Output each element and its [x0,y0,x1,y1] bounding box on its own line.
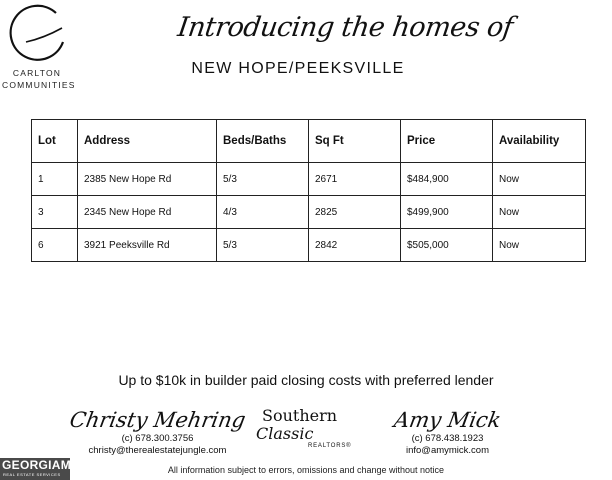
cell-price: $505,000 [401,229,493,262]
script-heading: Introducing the homes of [175,12,515,43]
header-price: Price [401,120,493,163]
agent-amy [385,407,510,457]
southern-classic-logo [256,406,354,451]
cell-sq-ft: 2825 [309,196,401,229]
cell-price: $499,900 [401,196,493,229]
mls-name: GEORGIAMLS [2,458,88,472]
logo-text-line2: COMMUNITIES [2,80,76,90]
mls-tagline: REAL ESTATE SERVICES [3,472,61,477]
closing-cost-offer: Up to $10k in builder paid closing costs with preferred lender [118,372,494,388]
agent-signature: Amy Mick [392,408,503,432]
cell-price: $484,900 [401,163,493,196]
table-row [32,196,586,229]
table-header-row [32,120,586,163]
agent-christy [67,407,248,457]
brand-line2: Classic [256,424,314,443]
agent-signature: Christy Mehring [67,408,248,432]
header-lot: Lot [32,120,78,163]
brand-line1: Southern [262,406,338,425]
cell-availability: Now [493,196,586,229]
georgia-mls-badge [0,458,88,480]
cell-availability: Now [493,229,586,262]
table-row [32,163,586,196]
cell-address: 3921 Peeksville Rd [78,229,217,262]
page-subtitle: NEW HOPE/PEEKSVILLE [191,60,405,77]
header-sq-ft: Sq Ft [309,120,401,163]
header-availability: Availability [493,120,586,163]
homes-table [31,119,586,262]
cell-beds-baths: 4/3 [217,196,309,229]
header-address: Address [78,120,217,163]
disclaimer: All information subject to errors, omissions and change without notice [167,465,445,475]
cell-address: 2385 New Hope Rd [78,163,217,196]
agent-email: info@amymick.com [405,445,490,456]
cell-beds-baths: 5/3 [217,229,309,262]
carlton-communities-logo [2,4,76,90]
header-beds-baths: Beds/Baths [217,120,309,163]
cell-lot: 6 [32,229,78,262]
circle-logo-icon [6,4,68,66]
cell-lot: 3 [32,196,78,229]
cell-address: 2345 New Hope Rd [78,196,217,229]
agent-phone: (c) 678.438.1923 [411,433,484,444]
cell-sq-ft: 2842 [309,229,401,262]
agent-phone: (c) 678.300.3756 [121,433,194,444]
table-row [32,229,586,262]
agent-email: christy@therealestatejungle.com [88,445,227,456]
cell-lot: 1 [32,163,78,196]
logo-text-line1: CARLTON [12,68,62,78]
cell-availability: Now [493,163,586,196]
cell-beds-baths: 5/3 [217,163,309,196]
brand-line3: REALTORS® [308,443,352,449]
cell-sq-ft: 2671 [309,163,401,196]
